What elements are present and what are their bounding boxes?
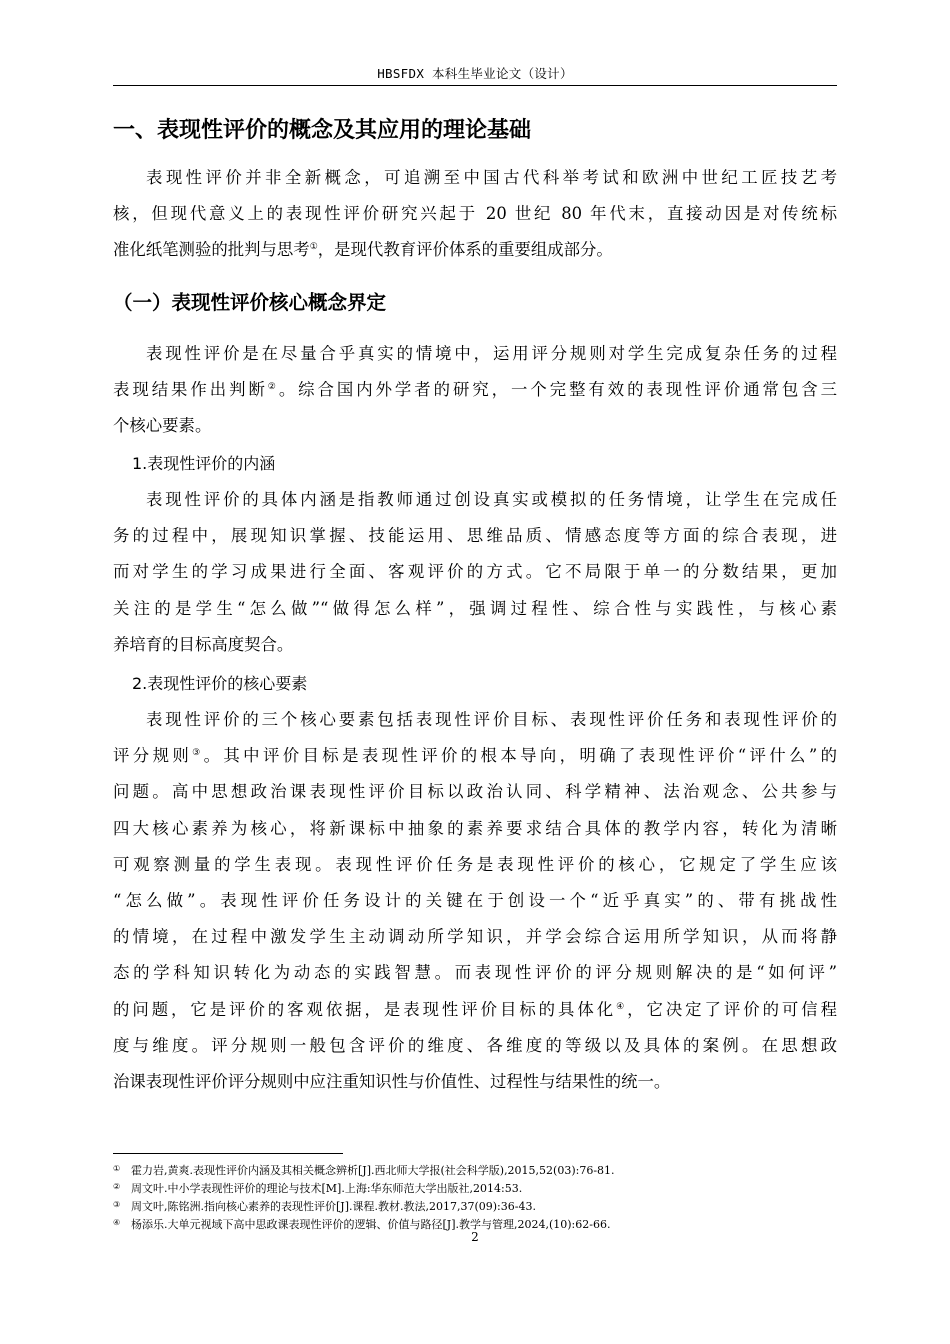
text-line: 而对学生的学习成果进行全面、客观评价的方式。它不局限于单一的分数结果，更加: [113, 562, 837, 582]
text-line: 核，但现代意义上的表现性评价研究兴起于 20 世纪 80 年代末，直接动因是对传统标: [113, 204, 837, 224]
header-divider: [113, 85, 837, 86]
footnote-mark: ②: [113, 1182, 121, 1191]
text-line: 的情境，在过程中激发学生主动调动所学知识，并学会综合运用所学知识，从而将静: [113, 927, 837, 947]
subsection-heading-connotation: 1.表现性评价的内涵: [132, 454, 276, 473]
page-number: 2: [471, 1230, 479, 1244]
text-span: 准化纸笔测验的批判与思考: [113, 240, 310, 260]
text-line: 关注的是学生“怎么做”“做得怎么样”，强调过程性、综合性与实践性，与核心素: [113, 598, 837, 618]
text-line: 态的学科知识转化为动态的实践智慧。而表现性评价的评分规则解决的是“如何评”: [113, 963, 837, 983]
text-line: 个核心要素。: [113, 416, 212, 436]
footnote-text: 周文叶,陈铭洲.指向核心素养的表现性评价[J].课程.教材.教法,2017,37(09):36-43.: [131, 1200, 536, 1213]
running-header: HBSFDX 本科生毕业论文（设计）: [377, 66, 573, 81]
footnote-mark: ①: [113, 1164, 121, 1173]
section-heading: （一）表现性评价核心概念界定: [113, 291, 387, 314]
text-line: 问题。高中思想政治课表现性评价目标以政治认同、科学精神、法治观念、公共参与: [113, 782, 837, 802]
footnote-item: [113, 1160, 843, 1178]
footnote-ref-3[interactable]: ③: [192, 748, 204, 759]
footnote-ref-2[interactable]: ②: [267, 382, 279, 393]
paragraph-intro: [113, 160, 837, 269]
footnote-mark: ③: [113, 1200, 121, 1209]
text-line: 养培育的目标高度契合。: [113, 634, 294, 654]
footnote-text: 霍力岩,黄爽.表现性评价内涵及其相关概念辨析[J].西北师大学报(社会科学版),2015,52(03):76-81.: [131, 1164, 615, 1177]
text-span: ，它决定了评价的可信程: [627, 999, 837, 1019]
text-line: 务的过程中，展现知识掌握、技能运用、思维品质、情感态度等方面的综合表现，进: [113, 526, 837, 546]
text-line: 可观察测量的学生表现。表现性评价任务是表现性评价的核心，它规定了学生应该: [113, 854, 837, 874]
text-line: [113, 738, 837, 774]
footnote-mark: ④: [113, 1218, 121, 1227]
text-span: ，是现代教育评价体系的重要组成部分。: [317, 240, 613, 260]
chapter-heading: 一、表现性评价的概念及其应用的理论基础: [113, 118, 532, 143]
paragraph-definition: [113, 336, 837, 445]
subsection-heading-elements: 2.表现性评价的核心要素: [132, 674, 308, 693]
text-line: 治课表现性评价评分规则中应注重知识性与价值性、过程性与结果性的统一。: [113, 1071, 671, 1091]
footnote-item: [113, 1196, 843, 1214]
text-span: 评分规则: [113, 746, 193, 766]
text-line: 四大核心素养为核心，将新课标中抽象的素养要求结合具体的教学内容，转化为清晰: [113, 818, 837, 838]
footnote-ref-4[interactable]: ④: [616, 1001, 628, 1012]
text-span: 的问题，它是评价的客观依据，是表现性评价目标的具体化: [113, 999, 617, 1019]
footnote-ref-1[interactable]: ①: [309, 242, 318, 253]
text-line: [113, 372, 837, 408]
text-span: 。其中评价目标是表现性评价的根本导向，明确了表现性评价“评什么”的: [203, 746, 837, 766]
footnote-item: [113, 1178, 843, 1196]
footnotes: [113, 1160, 843, 1232]
text-span: 。综合国内外学者的研究，一个完整有效的表现性评价通常包含三: [278, 380, 837, 400]
text-line: 表现性评价并非全新概念，可追溯至中国古代科举考试和欧洲中世纪工匠技艺考: [146, 168, 837, 187]
text-line: 表现性评价的具体内涵是指教师通过创设真实或模拟的任务情境，让学生在完成任: [146, 490, 837, 509]
text-line: “怎么做”。表现性评价任务设计的关键在于创设一个“近乎真实”的、带有挑战性: [113, 890, 837, 910]
text-line: [113, 232, 837, 268]
footnote-divider: [113, 1153, 343, 1154]
footnote-text: 杨添乐.大单元视域下高中思政课表现性评价的逻辑、价值与路径[J].教学与管理,2024,(10):62-66.: [131, 1218, 611, 1231]
text-line: 度与维度。评分规则一般包含评价的维度、各维度的等级以及具体的案例。在思想政: [113, 1035, 837, 1055]
text-line: [113, 992, 837, 1028]
text-line: 表现性评价是在尽量合乎真实的情境中，运用评分规则对学生完成复杂任务的过程: [146, 344, 837, 363]
paragraph-elements: [113, 702, 837, 1100]
text-span: 表现结果作出判断: [113, 380, 268, 400]
paragraph-connotation: [113, 482, 837, 663]
text-line: 表现性评价的三个核心要素包括表现性评价目标、表现性评价任务和表现性评价的: [146, 710, 837, 729]
footnote-text: 周文叶.中小学表现性评价的理论与技术[M].上海:华东师范大学出版社,2014:53.: [131, 1182, 523, 1195]
